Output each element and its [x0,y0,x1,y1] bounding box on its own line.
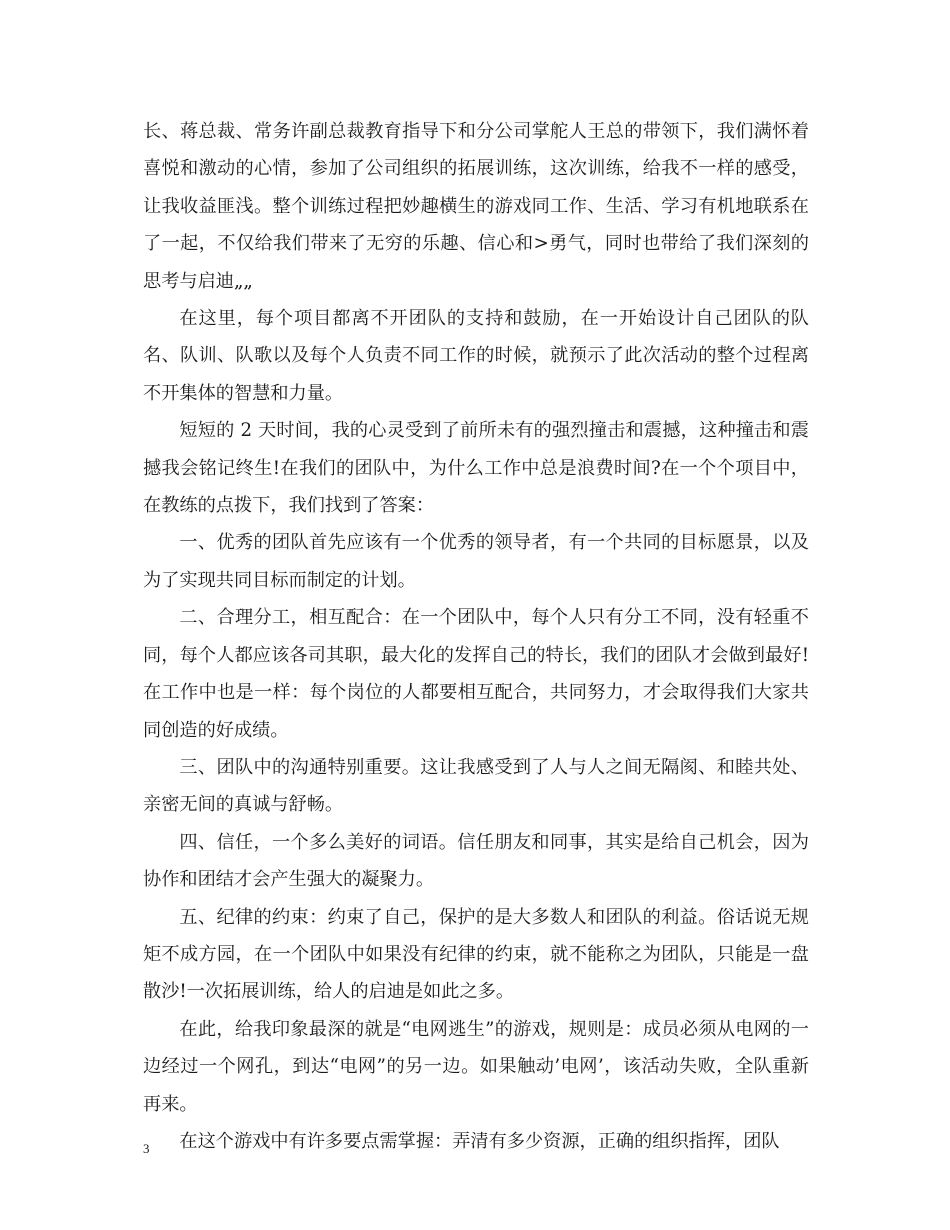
document-body [143,113,809,1160]
paragraph-team-support: 在这里，每个项目都离不开团队的支持和鼓励，在一开始设计自己团队的队名、队训、队歌以及每个人负责不同工作的时候，就预示了此次活动的整个过程离不开集体的智慧和力量。 [143,308,809,404]
paragraph-point-two: 二、合理分工，相互配合：在一个团队中，每个人只有分工不同，没有轻重不同，每个人都应该各司其职，最大化的发挥自己的特长，我们的团队才会做到最好!在工作中也是一样：每个岗位的人都要相互配合，共同努力，才会取得我们大家共同创造的好成绩。 [143,607,809,741]
paragraph-point-three: 三、团队中的沟通特别重要。这让我感受到了人与人之间无隔阂、和睦共处、亲密无间的真诚与舒畅。 [143,756,809,816]
paragraph-point-one: 一、优秀的团队首先应该有一个优秀的领导者，有一个共同的目标愿景，以及为了实现共同目标而制定的计划。 [143,532,809,591]
paragraph-continuation: 长、蒋总裁、常务许副总裁教育指导下和分公司掌舵人王总的带领下，我们满怀着喜悦和激动的心情，参加了公司组织的拓展训练，这次训练，给我不一样的感受，让我收益匪浅。整个训练过程把妙趣横生的游戏同工作、生活、学习有机地联系在了一起，不仅给我们带来了无穷的乐趣、信心和>勇气，同时也带给了我们深刻的思考与启迪„„ [143,121,809,292]
paragraph-point-four: 四、信任，一个多么美好的词语。信任朋友和同事，其实是给自己机会，因为协作和团结才会产生强大的凝聚力。 [143,831,809,891]
paragraph-power-grid-game: 在此，给我印象最深的就是“电网逃生”的游戏，规则是：成员必须从电网的一边经过一个网孔，到达“电网”的另一边。如果触动’电网’，该活动失败，全队重新再来。 [143,1018,809,1115]
paragraph-game-key-points: 在这个游戏中有许多要点需掌握：弄清有多少资源，正确的组织指挥，团队 [179,1130,780,1152]
page-number: 3 [143,1141,150,1156]
paragraph-point-five: 五、纪律的约束：约束了自己，保护的是大多数人和团队的利益。俗话说无规矩不成方园，在一个团队中如果没有纪律的约束，就不能称之为团队，只能是一盘散沙!一次拓展训练，给人的启迪是如此之多。 [143,906,809,1003]
paragraph-two-days: 短短的 2 天时间，我的心灵受到了前所未有的强烈撞击和震撼，这种撞击和震撼我会铭记终生!在我们的团队中，为什么工作中总是浪费时间?在一个个项目中，在教练的点拨下，我们找到了答案： [143,420,809,517]
